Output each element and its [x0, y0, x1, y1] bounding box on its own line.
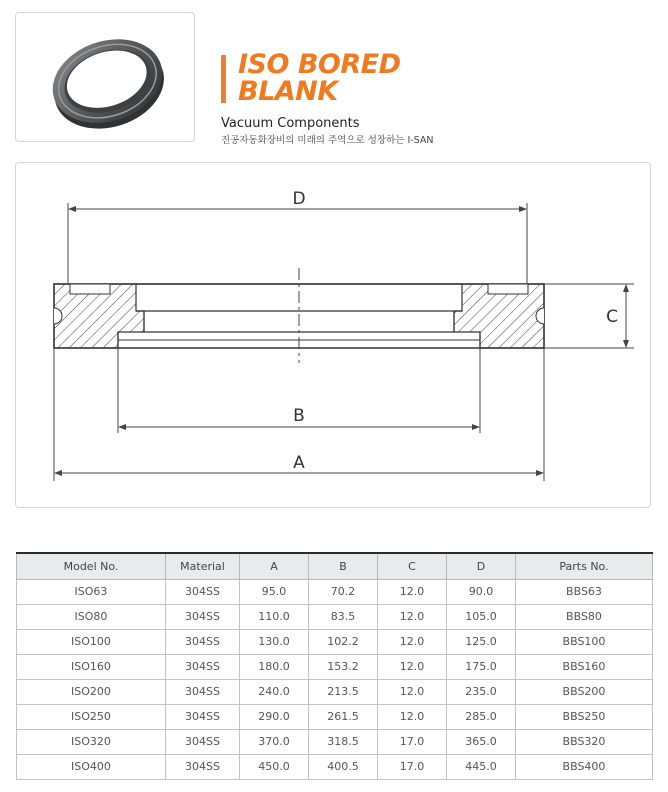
page-title [238, 51, 498, 105]
spec-table [16, 552, 653, 780]
table-row [17, 729, 653, 754]
table-cell: 95.0 [240, 579, 309, 604]
table-cell: ISO100 [17, 629, 166, 654]
table-cell: ISO160 [17, 654, 166, 679]
table-cell: BBS200 [516, 679, 653, 704]
table-cell: 130.0 [240, 629, 309, 654]
table-cell: 105.0 [447, 604, 516, 629]
table-cell: 12.0 [378, 704, 447, 729]
table-cell: 261.5 [309, 704, 378, 729]
table-cell: BBS63 [516, 579, 653, 604]
table-cell: ISO200 [17, 679, 166, 704]
dim-label-c: C [606, 307, 618, 327]
table-row [17, 579, 653, 604]
table-cell: 318.5 [309, 729, 378, 754]
dim-label-a: A [293, 453, 305, 473]
table-cell: 153.2 [309, 654, 378, 679]
product-ring-image [16, 13, 196, 143]
table-cell: 400.5 [309, 754, 378, 779]
table-cell: 304SS [166, 729, 240, 754]
table-cell: 304SS [166, 604, 240, 629]
table-cell: 180.0 [240, 654, 309, 679]
table-cell: 445.0 [447, 754, 516, 779]
table-cell: BBS160 [516, 654, 653, 679]
table-cell: 304SS [166, 579, 240, 604]
table-cell: 285.0 [447, 704, 516, 729]
table-row [17, 654, 653, 679]
table-cell: 304SS [166, 754, 240, 779]
table-cell: 125.0 [447, 629, 516, 654]
table-cell: 213.5 [309, 679, 378, 704]
table-cell: 304SS [166, 654, 240, 679]
table-row [17, 704, 653, 729]
table-cell: 235.0 [447, 679, 516, 704]
dim-label-d: D [292, 189, 306, 209]
table-cell: 83.5 [309, 604, 378, 629]
title-line-2: BLANK [238, 76, 338, 107]
company-tagline: 진공자동화장비의 미래의 주역으로 성장하는 I-SAN [221, 135, 434, 146]
table-cell: 17.0 [378, 729, 447, 754]
table-cell: BBS100 [516, 629, 653, 654]
table-cell: 110.0 [240, 604, 309, 629]
dim-label-b: B [293, 406, 305, 426]
title-accent-bar [221, 55, 226, 103]
table-cell: 304SS [166, 679, 240, 704]
table-cell: BBS250 [516, 704, 653, 729]
table-cell: 90.0 [447, 579, 516, 604]
table-body [17, 579, 653, 779]
column-header: C [378, 553, 447, 579]
table-cell: BBS400 [516, 754, 653, 779]
table-cell: 365.0 [447, 729, 516, 754]
title-line-1: ISO BORED [238, 49, 401, 80]
table-row [17, 629, 653, 654]
table-cell: 102.2 [309, 629, 378, 654]
product-photo-frame [15, 12, 195, 142]
table-cell: 12.0 [378, 654, 447, 679]
column-header: Parts No. [516, 553, 653, 579]
table-cell: 70.2 [309, 579, 378, 604]
page-subtitle: Vacuum Components [221, 116, 360, 131]
table-cell: ISO320 [17, 729, 166, 754]
table-cell: ISO250 [17, 704, 166, 729]
table-cell: 17.0 [378, 754, 447, 779]
table-cell: 12.0 [378, 579, 447, 604]
table-cell: 290.0 [240, 704, 309, 729]
table-cell: ISO80 [17, 604, 166, 629]
table-cell: 12.0 [378, 629, 447, 654]
table-row [17, 754, 653, 779]
column-header: Model No. [17, 553, 166, 579]
column-header: A [240, 553, 309, 579]
table-cell: 175.0 [447, 654, 516, 679]
table-cell: 370.0 [240, 729, 309, 754]
column-header: B [309, 553, 378, 579]
table-cell: 12.0 [378, 604, 447, 629]
table-cell: BBS320 [516, 729, 653, 754]
column-header: D [447, 553, 516, 579]
table-cell: 304SS [166, 704, 240, 729]
table-cell: 240.0 [240, 679, 309, 704]
table-header-row [17, 553, 653, 579]
column-header: Material [166, 553, 240, 579]
table-row [17, 679, 653, 704]
table-cell: ISO400 [17, 754, 166, 779]
table-cell: 450.0 [240, 754, 309, 779]
table-cell: ISO63 [17, 579, 166, 604]
technical-drawing-frame [15, 162, 651, 508]
table-row [17, 604, 653, 629]
table-cell: 304SS [166, 629, 240, 654]
table-cell: 12.0 [378, 679, 447, 704]
cross-section-drawing [16, 163, 652, 509]
table-cell: BBS80 [516, 604, 653, 629]
